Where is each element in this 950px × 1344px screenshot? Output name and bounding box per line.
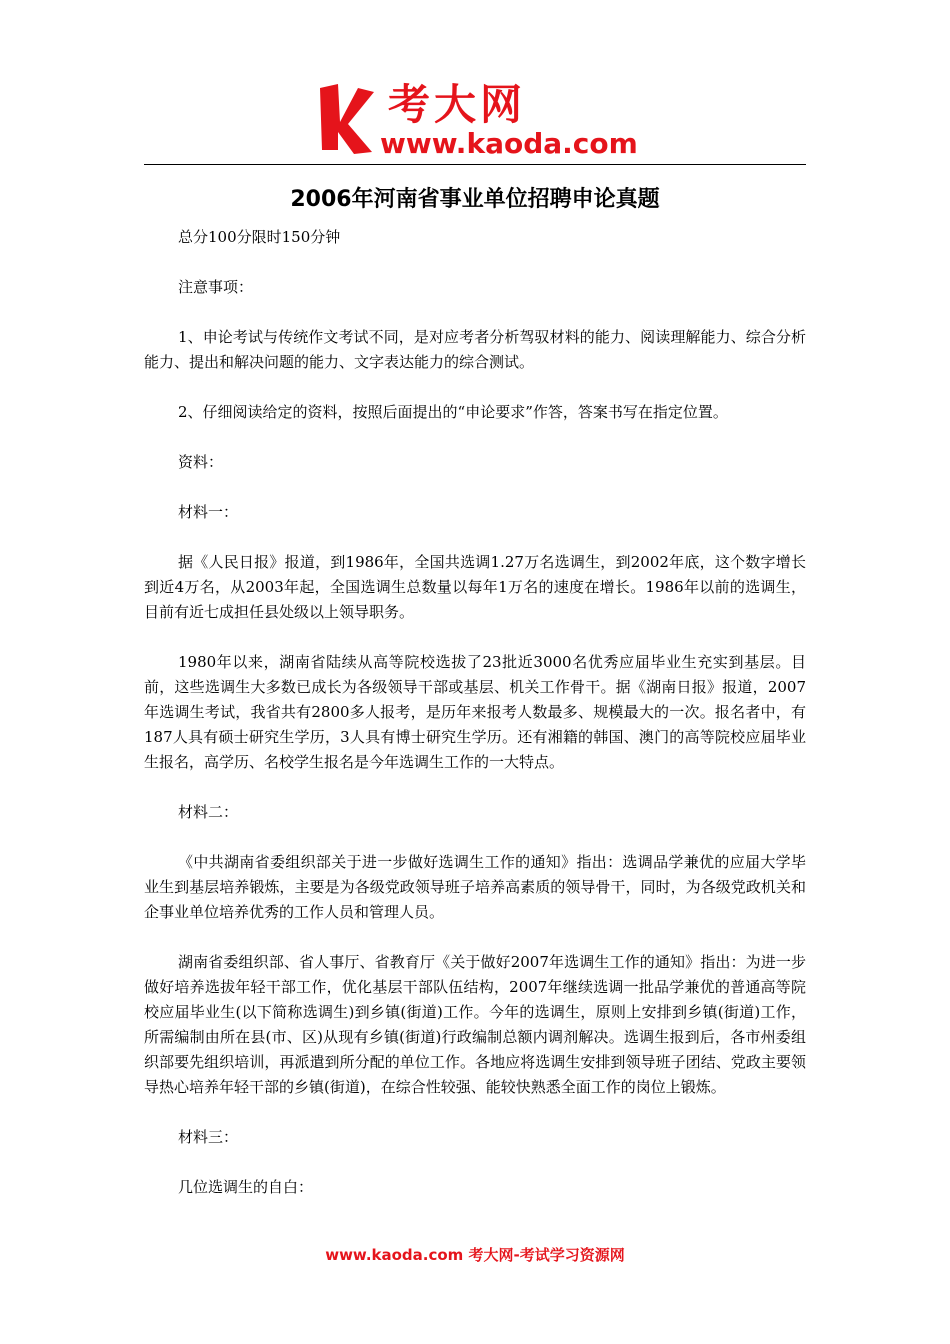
paragraph: 《中共湖南省委组织部关于进一步做好选调生工作的通知》指出：选调品学兼优的应届大学毕业生到基层培养锻炼，主要是为各级党政领导班子培养高素质的领导骨干，同时，为各级党政机关和企事业单位培养优秀的工作人员和管理人员。	[144, 853, 806, 921]
paragraph: 1、申论考试与传统作文考试不同，是对应考者分析驾驭材料的能力、阅读理解能力、综合分析能力、提出和解决问题的能力、文字表达能力的综合测试。	[144, 328, 806, 371]
paragraph: 1980年以来，湖南省陆续从高等院校选拔了23批近3000名优秀应届毕业生充实到基层。目前，这些选调生大多数已成长为各级领导干部或基层、机关工作骨干。据《湖南日报》报道，2007年选调生考试，我省共有2800多人报考，是历年来报考人数最多、规模最大的一次。报名者中，有187人具有硕士研究生学历，3人具有博士研究生学历。还有湘籍的韩国、澳门的高等院校应届毕业生报名，高学历、名校学生报名是今年选调生工作的一大特点。	[144, 653, 806, 771]
paragraph: 据《人民日报》报道，到1986年，全国共选调1.27万名选调生，到2002年底，这个数字增长到近4万名，从2003年起，全国选调生总数量以每年1万名的速度在增长。1986年以前的选调生，目前有近七成担任县处级以上领导职务。	[144, 553, 806, 621]
footer-link[interactable]: www.kaoda.com 考大网-考试学习资源网	[325, 1246, 625, 1264]
k-logo-icon	[318, 82, 376, 154]
logo-url: www.kaoda.com	[380, 127, 638, 160]
document-title: 2006年河南省事业单位招聘申论真题	[290, 187, 660, 212]
paragraph: 注意事项：	[178, 278, 254, 296]
paragraph: 湖南省委组织部、省人事厅、省教育厅《关于做好2007年选调生工作的通知》指出：为进一步做好培养选拔年轻干部工作，优化基层干部队伍结构，2007年继续选调一批品学兼优的普通高等院校应届毕业生(以下简称选调生)到乡镇(街道)工作。今年的选调生，原则上安排到乡镇(街道)工作，所需编制由所在县(市、区)从现有乡镇(街道)行政编制总额内调剂解决。选调生报到后，各市州委组织部要先组织培训，再派遣到所分配的单位工作。各地应将选调生安排到领导班子团结、党政主要领导热心培养年轻干部的乡镇(街道)，在综合性较强、能较快熟悉全面工作的岗位上锻炼。	[144, 953, 806, 1096]
paragraph: 总分100分限时150分钟	[178, 228, 341, 246]
document-body	[144, 225, 806, 1225]
logo-chinese-name: 考大网	[388, 80, 527, 129]
paragraph: 材料三：	[178, 1128, 239, 1146]
site-logo	[318, 80, 638, 160]
paragraph: 材料二：	[178, 803, 239, 821]
paragraph: 几位选调生的自白：	[178, 1178, 314, 1196]
paragraph: 资料：	[178, 453, 224, 471]
paragraph: 2、仔细阅读给定的资料，按照后面提出的“申论要求”作答，答案书写在指定位置。	[178, 403, 728, 421]
paragraph: 材料一：	[178, 503, 239, 521]
header-divider	[144, 164, 806, 165]
